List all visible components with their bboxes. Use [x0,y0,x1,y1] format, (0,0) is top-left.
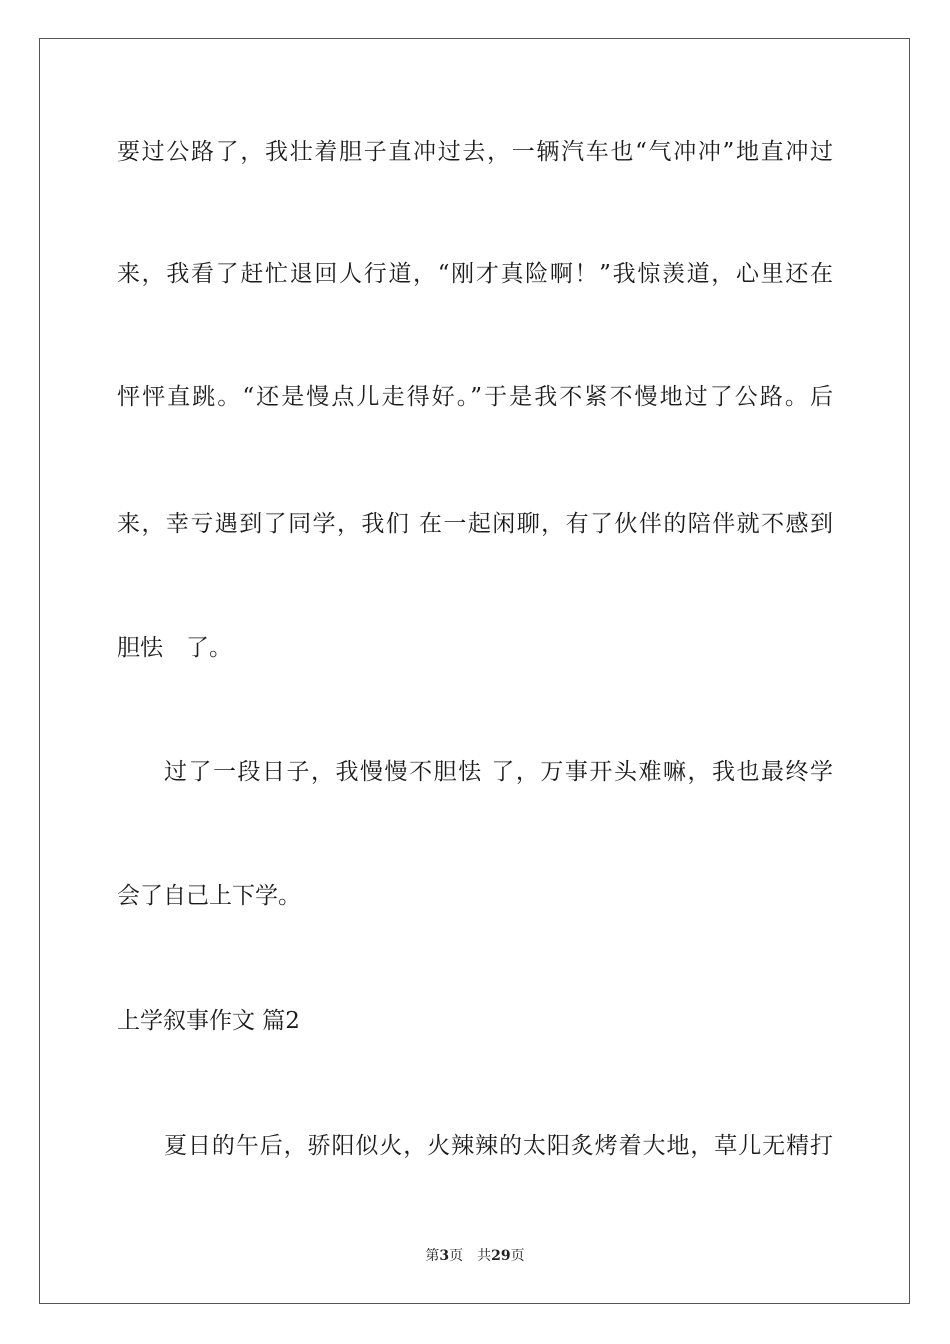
paragraph-text-line-1: 过了一段日子，我慢慢不胆怯 了，万事开头难嘛，我也最终学 [164,759,833,785]
footer-page-number: 3 [439,1248,450,1264]
paragraph-text-line-2: 会了自己上下学。 [117,883,301,909]
body-text-line-5: 胆怯 了。 [117,635,232,661]
footer-total-number: 29 [491,1248,511,1264]
body-text-line-2: 来，我看了赶忙退回人行道，“刚才真险啊！”我惊羡道，心里还在 [117,261,833,287]
section-heading: 上学叙事作文 篇2 [117,1008,300,1034]
body-text-line-1: 要过公路了，我壮着胆子直冲过去，一辆汽车也“气冲冲”地直冲过 [117,139,833,165]
body-text-line-3: 怦怦直跳。“还是慢点儿走得好。”于是我不紧不慢地过了公路。后 [117,384,833,410]
footer-page-suffix: 页 [449,1248,464,1264]
footer-total-suffix: 页 [510,1248,525,1264]
paragraph-text-line-3: 夏日的午后，骄阳似火，火辣辣的太阳炙烤着大地，草儿无精打 [164,1133,833,1159]
page-footer [0,1247,950,1265]
footer-total-prefix: 共 [477,1248,492,1264]
footer-page-prefix: 第 [425,1248,440,1264]
body-text-line-4: 来，幸亏遇到了同学，我们 在一起闲聊，有了伙伴的陪伴就不感到 [117,511,833,537]
page-border [39,38,910,1304]
